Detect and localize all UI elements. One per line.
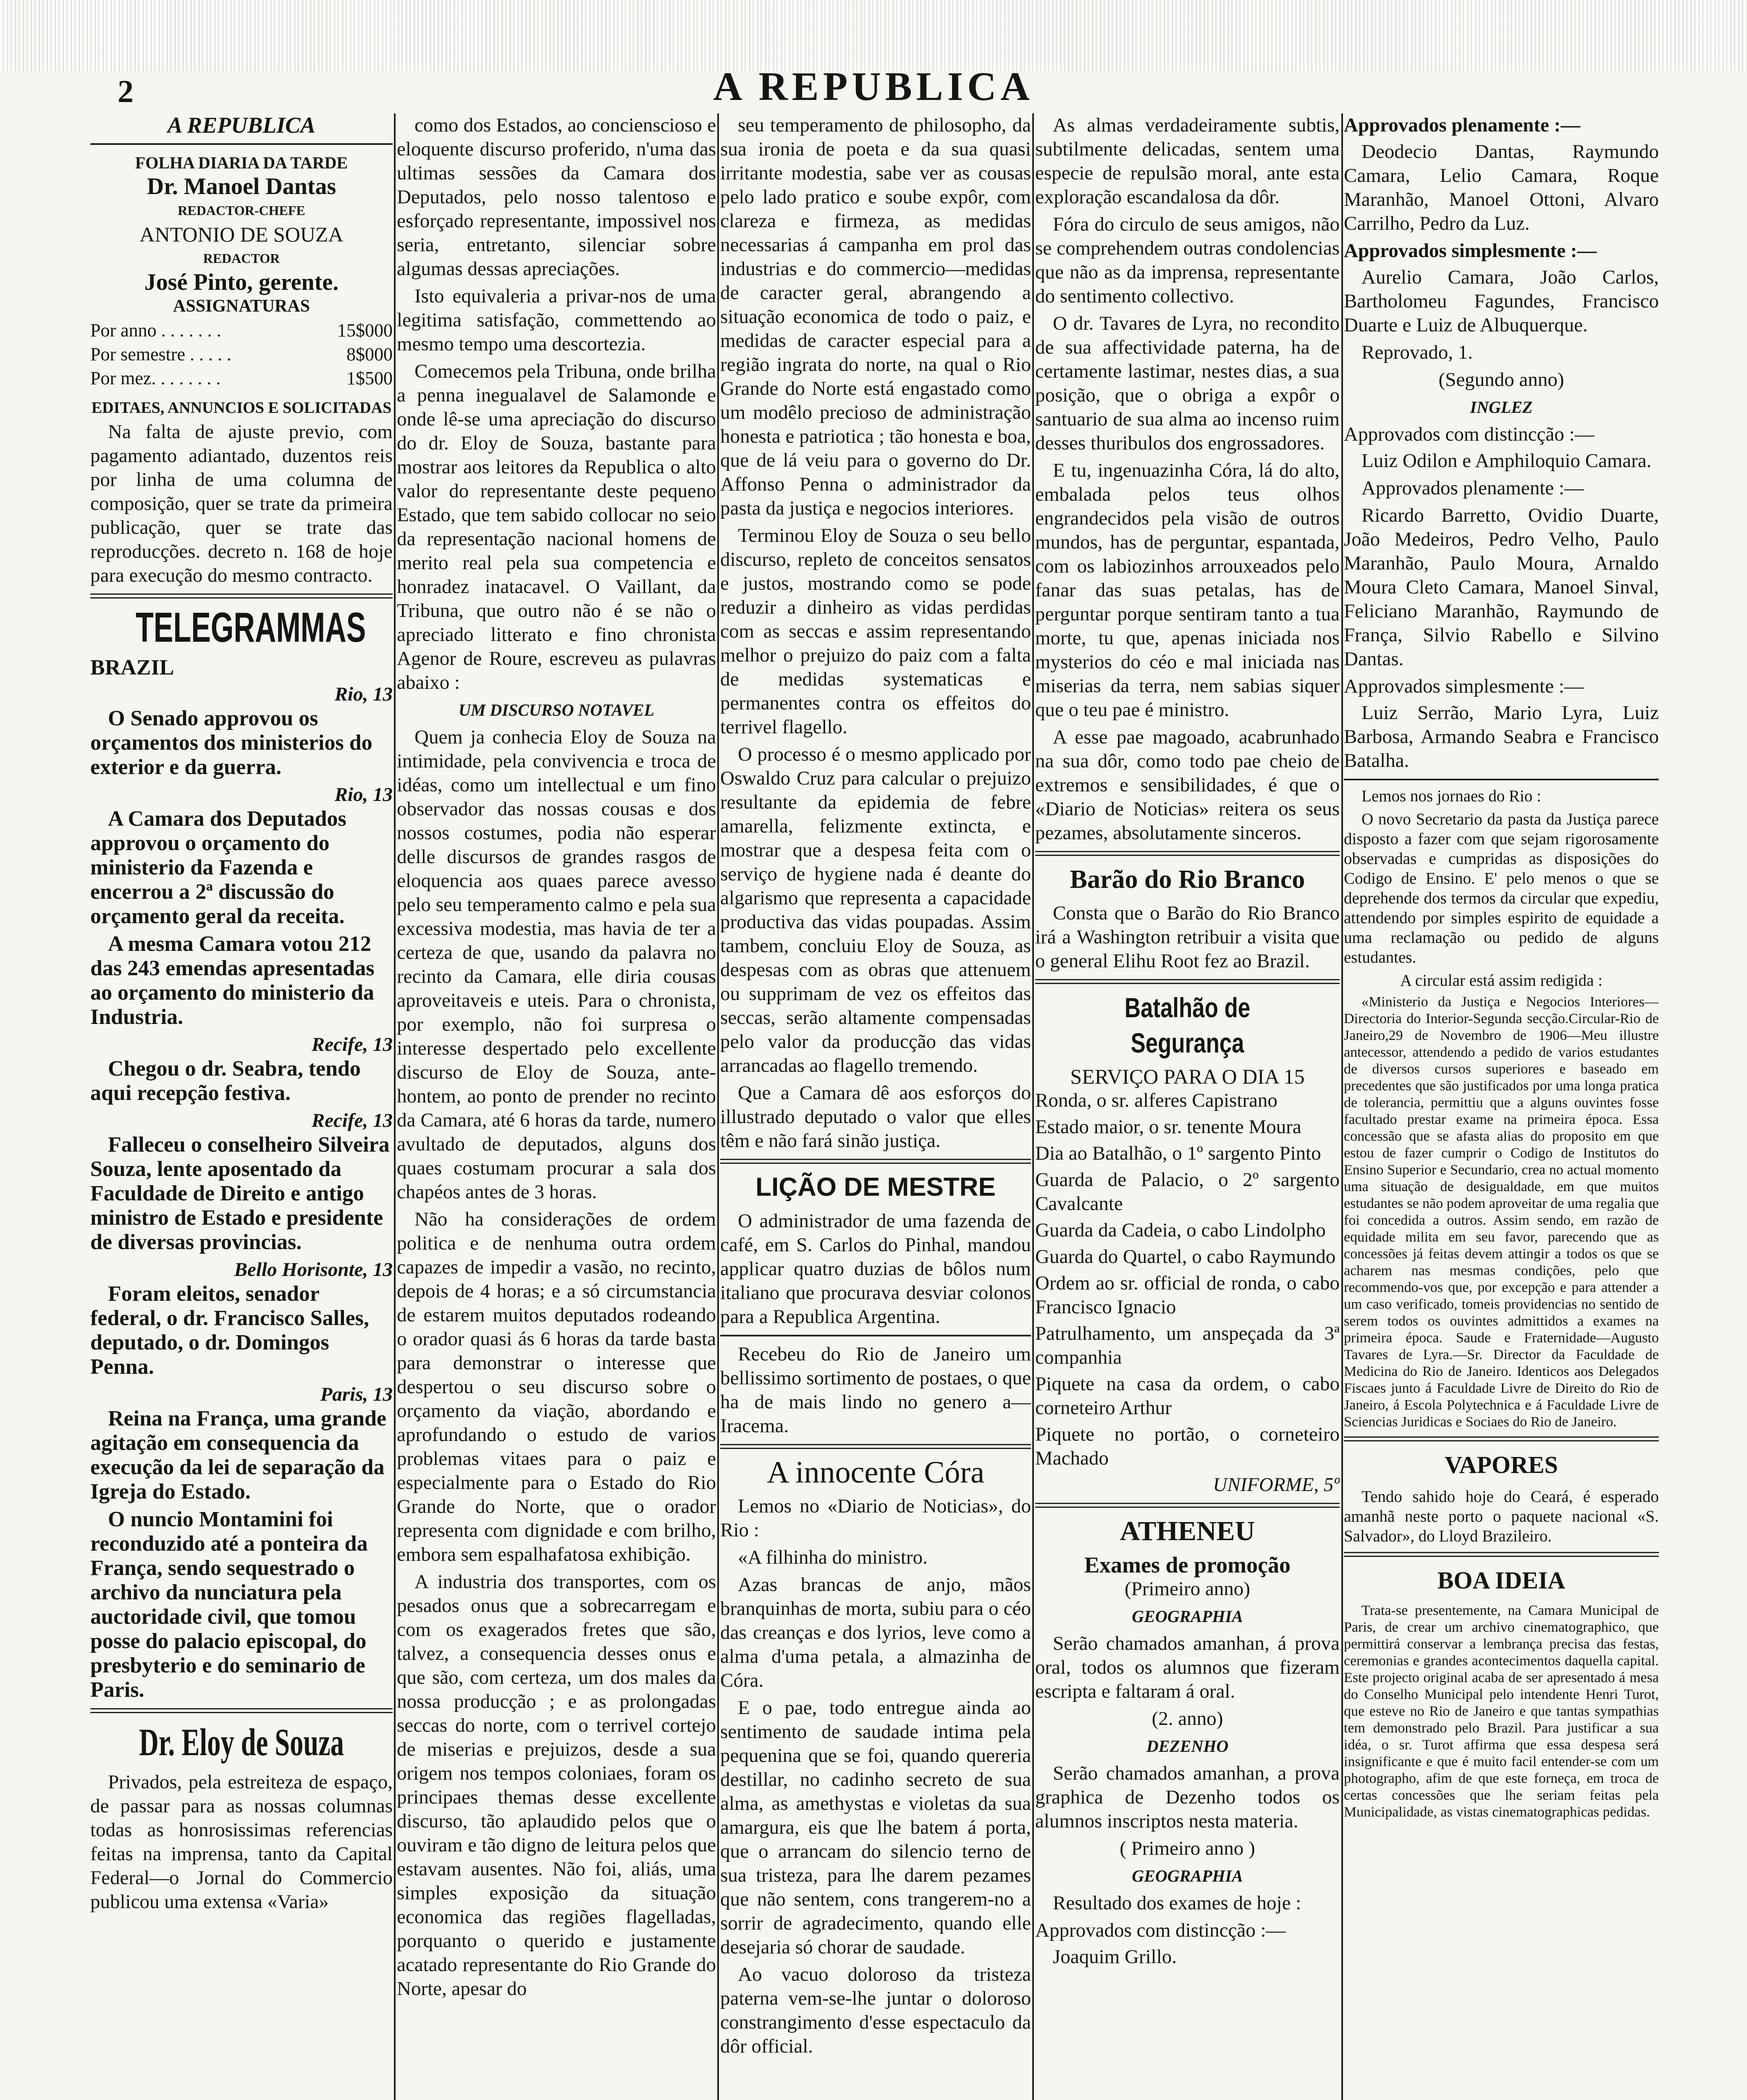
- telegram-text: O nuncio Montamini foi reconduzido até a ponteira da França, sendo sequestrado o archivo da nunciatura pela auctoridade civil, que tomou posse do palacio episcopal, do presbyterio e do seminario de Paris.: [90, 1507, 368, 1702]
- subject-label: DEZENHO: [1146, 1737, 1229, 1756]
- servico-signature: UNIFORME, 5º: [1213, 1474, 1340, 1496]
- cora-paragraph: Azas brancas de anjo, mãos branquinhas de morta, subiu para o céo das creanças e dos lyrios, leve como a alma d'uma petala, a almazinha de Córa.: [720, 1574, 1031, 1691]
- telegram-text: A Camara dos Deputados approvou o orçamento do ministerio da Fazenda e encerrou a 2ª discussão do orçamento geral da receita.: [90, 807, 346, 928]
- price-row: Por semestre . . . . . 8$000: [90, 344, 393, 365]
- vapores-text: Tendo sahido hoje do Ceará, é esperado amanhã neste porto o paquete nacional «S. Salvador», do Lloyd Brazileiro.: [1344, 1488, 1659, 1545]
- telegram-text: Reina na França, uma grande agitação em consequencia da execução da lei de separação da Igreja do Estado.: [90, 1407, 386, 1504]
- eloy-title: Dr. Eloy de Souza: [139, 1721, 344, 1764]
- branco-text: Consta que o Barão do Rio Branco irá a Washington retribuir a visita que o general Elihu Root fez ao Brazil.: [1035, 902, 1340, 972]
- servico-title: SERVIÇO PARA O DIA 15: [1070, 1065, 1305, 1088]
- servico-item: Guarda do Quartel, o cabo Raymundo: [1035, 1246, 1336, 1268]
- postaes-text: Recebeu do Rio de Janeiro um bellissimo sortimento de postaes, o que ha de mais lindo no genero a—Iracema.: [720, 1343, 1031, 1437]
- telegram-text: O Senado approvou os orçamentos dos ministerios do exterior e da guerra.: [90, 706, 372, 779]
- column-1: [90, 113, 393, 2100]
- vapores-title: VAPORES: [1445, 1451, 1558, 1478]
- article-paragraph: Isto equivaleria a privar-nos de uma legitima satisfação, commettendo ao mesmo tempo uma descortezia.: [397, 285, 716, 355]
- page-number: 2: [118, 74, 134, 109]
- telegram-text: Foram eleitos, senador federal, o dr. Francisco Salles, deputado, o dr. Domingos Penna.: [90, 1282, 369, 1379]
- divider: [1035, 1503, 1340, 1508]
- divider: [720, 1444, 1031, 1449]
- price-row: Por anno . . . . . . . 15$000: [90, 320, 393, 341]
- servico-item: Ronda, o sr. alferes Capistrano: [1035, 1089, 1277, 1111]
- servico-item: Ordem ao sr. official de ronda, o cabo Francisco Ignacio: [1035, 1272, 1340, 1318]
- divider: [90, 143, 393, 145]
- cora-title: A innocente Córa: [767, 1455, 984, 1490]
- column-2: [397, 113, 716, 2100]
- cora-paragraph: E o pae, todo entregue ainda ao sentimento de saudade intima pela pequenina que se foi, quando quereria destillar, no cadinho secreto de sua alma, as amethystas e violetas da sua amargura, eis que lhe batem á porta, que o arrancam do silencio terno de sua tristeza, para lhe darem pezames que não sentem, cons trangerem-no a sorrir de agradecimento, quando elle desejaria só chorar de saudade.: [720, 1697, 1031, 1958]
- column-5: [1344, 113, 1659, 2100]
- telegram-place: Bello Horisonte, 13: [234, 1259, 393, 1281]
- exam-text: Serão chamados amanhan, á prova oral, todos os alumnos que fizeram escripta e faltaram á oral.: [1035, 1633, 1340, 1702]
- servico-item: Dia ao Batalhão, o 1º sargento Pinto: [1035, 1142, 1321, 1164]
- telegram-text: Falleceu o conselheiro Silveira Souza, lente aposentado da Faculdade de Direito e antigo ministro de Estado e presidente de diversas provincias.: [90, 1133, 390, 1254]
- boa-ideia-text: Trata-se presentemente, na Camara Municipal de Paris, de crear um archivo cinematographico, que permittirá conservar a lembrança precisa das festas, ceremonias e grandes acontecimentos daquella capital. Este projecto original acaba de ser apresentado á mesa do Conselho Municipal pelo intendente Henri Turot, que esteve no Rio de Janeiro e que tantas sympathias tem demonstrado pelo Brazil. Para justificar a sua idéa, o sr. Turot affirma que essa despesa será insignificante e que é muito facil entender-se com um photographo, afim de que este forneça, em troca de certas concessões que lhe seriam feitas pela Municipalidade, as vistas cinematographicas pedidas.: [1344, 1603, 1659, 1820]
- subscriptions-title: ASSIGNATURAS: [173, 297, 310, 316]
- paper-name: A REPUBLICA: [167, 113, 316, 138]
- servico-item: Piquete na casa da ordem, o cabo corneteiro Arthur: [1035, 1373, 1340, 1419]
- cora-paragraph: Fóra do circulo de seus amigos, não se comprehendem outras condolencias que não as da imprensa, representante do sentimento collectivo.: [1035, 213, 1340, 307]
- exam-text: Resultado dos exames de hoje :: [1053, 1892, 1301, 1914]
- circular-intro: A circular está assim redigida :: [1400, 971, 1603, 990]
- masthead: A REPUBLICA: [713, 64, 1034, 109]
- article-paragraph: Que a Camara dê aos esforços do illustrado deputado o valor que elles têm e não fará sinão justiça.: [720, 1082, 1031, 1152]
- approved-names: Deodecio Dantas, Raymundo Camara, Lelio Camara, Roque Maranhão, Manoel Ottoni, Alvaro Carrilho, Pedro da Luz.: [1344, 141, 1659, 234]
- article-paragraph: A industria dos transportes, com os pesados onus que a sobrecarregam e com os exagerados fretes que são, talvez, a consequencia desses onus e que são, com certeza, um dos males da nossa producção ; e as prolongadas seccas do norte, com o terrivel cortejo de miserias e prejuizos, desde a sua origem nos tempos coloniaes, foram os principaes themas desse excellente discurso, tão aplaudido pelos que o ouviram e tão digno de leitura pelos que estavam ausentes. Não foi, aliás, uma simples exposição da situação economica das regiões flagelladas, porquanto o querido e justamente acatado representante do Rio Grande do Norte, apesar do: [397, 1571, 716, 2000]
- ads-title: EDITAES, ANNUNCIOS E SOLICITADAS: [91, 399, 392, 417]
- column-rule: [394, 113, 396, 2100]
- year-label: (2. anno): [1152, 1708, 1223, 1730]
- column-4: [1035, 113, 1340, 2100]
- country-label: BRAZIL: [90, 656, 174, 680]
- cora-paragraph: A esse pae magoado, acabrunhado na sua dôr, como todo pae cheio de extremos e sensibilidades, é que o «Diario de Noticias» reitera os seus pezames, absolutamente sinceros.: [1035, 726, 1340, 844]
- servico-item: Estado maior, o sr. tenente Moura: [1035, 1116, 1301, 1138]
- editor-role: REDACTOR: [203, 251, 280, 266]
- telegram-place: Rio, 13: [334, 784, 393, 806]
- divider: [1344, 779, 1659, 780]
- exames-title: Exames de promoção: [1084, 1552, 1291, 1578]
- telegram-text: Chegou o dr. Seabra, tendo aqui recepção festiva.: [90, 1057, 361, 1105]
- telegram-place: Rio, 13: [334, 683, 393, 705]
- approved-label: Approvados com distincção :—: [1035, 1919, 1286, 1941]
- approved-names: Luiz Serrão, Mario Lyra, Luiz Barbosa, Armando Seabra e Francisco Batalha.: [1344, 702, 1659, 772]
- divider: [1035, 851, 1340, 856]
- approved-label: Approvados simplesmente :—: [1344, 240, 1597, 262]
- article-paragraph: Terminou Eloy de Souza o seu bello discurso, repleto de conceitos sensatos e justos, mostrando como se pode reduzir a dinheiro as vidas perdidas com as seccas e assim representando melhor o prejuizo do paiz com a falta de medidas systematicas e permanentes contra os effeitos do terrivel flagello.: [720, 525, 1031, 738]
- cora-intro: Lemos no «Diario de Noticias», do Rio :: [720, 1495, 1031, 1541]
- editor-chief-role: REDACTOR-CHEFE: [178, 203, 305, 218]
- divider: [720, 1335, 1031, 1336]
- cora-paragraph: O dr. Tavares de Lyra, no recondito de sua affectividade paterna, ha de certamente lastimar, nestes dias, a sua posição, que o obriga a expôr o santuario de sua alma ao incenso ruim desses thuribulos dos engrossadores.: [1035, 312, 1340, 454]
- scan-noise-band: [0, 0, 1747, 71]
- eloy-text: Privados, pela estreiteza de espaço, de passar para as nossas columnas todas as honrosissimas referencias feitas na imprensa, tanto da Capital Federal—o Jornal do Commercio publicou uma extensa «Varia»: [90, 1771, 393, 1913]
- divider: [1344, 1552, 1659, 1557]
- article-paragraph: Quem ja conhecia Eloy de Souza na intimidade, pela convivencia e troca de idéas, como um intellectual e um fino observador das nossas cousas e dos nossos costumes, podia não esperar delle discursos de grandes rasgos de eloquencia aos quaes parece avesso pelo seu temperamento calmo e pela sua excessiva modestia, mas havia de ter a certeza de que, usando da palavra no recinto da Camara, elle diria cousas aproveitaveis e uteis. Para o chronista, por exemplo, não foi surpresa o interesse despertado pelo excellente discurso de Eloy de Souza, ante-hontem, ao ponto de prender no recinto da Camara, até 6 horas da tarde, numero avultado de deputados, alguns dos quaes costumam procurar a sala dos chapéos antes de 3 horas.: [397, 726, 716, 1203]
- atheneu-title: ATHENEU: [1120, 1516, 1255, 1546]
- boa-ideia-title: BOA IDEIA: [1437, 1567, 1566, 1594]
- column-rule: [1032, 113, 1034, 2100]
- cora-paragraph: «A filhinha do ministro.: [738, 1546, 928, 1568]
- approved-label: Approvados com distincção :—: [1344, 423, 1595, 445]
- secretario-text: O novo Secretario da pasta da Justiça parece disposto a fazer com que sejam rigorosamente observadas e cumpridas as disposições do Codigo de Ensino. E' pelo menos o que se deprehende dos termos da circular que expediu, attendendo por simples espirito de equidade a uma reclamação ou pedido de alguns estudantes.: [1344, 810, 1659, 966]
- telegram-place: Recife, 13: [311, 1034, 393, 1055]
- column-rule: [717, 113, 719, 2100]
- licao-title: LIÇÃO DE MESTRE: [755, 1173, 996, 1202]
- subject-label: GEOGRAPHIA: [1132, 1607, 1243, 1626]
- licao-text: O administrador de uma fazenda de café, em S. Carlos do Pinhal, mandou applicar quatro duzias de bôlos num italiano que procurava desviar colonos para a Republica Argentina.: [720, 1210, 1031, 1328]
- year-label: ( Primeiro anno ): [1120, 1838, 1255, 1859]
- column-3: [720, 113, 1031, 2100]
- circular-text: «Ministerio da Justiça e Negocios Interiores—Directoria do Interior-Segunda secção.Circular-Rio de Janeiro,29 de Novembro de 1906—Meu illustre antecessor, attendendo a pedido de varios estudantes de diversos cursos superiores e baseado em precedentes que são justificados por uma longa pratica de tolerancia, permittiu que a alguns ouvintes fosse facultado prestar exame na primeira época. Essa concessão que se afasta alias do proposito em que estou de fazer cumprir o Codigo de Institutos do Ensino Superior e Secundario, crea no actual momento uma situação de desigualdade, em que muitos estudantes se não podem aproveitar de uma regalia que foi concedida a outros. Assim sendo, em razão de equidade milita em seu favor, parecendo que as concessões já feitas devem attingir a todos os que se acharem nas mesmas condições, pelo que recommendo-vos que, por excepção e para attender a um caso verificado, tomeis providencias no sentido de serem todos os ouvintes admittidos a exames na primeira época. Saude e Fraternidade—Augusto Tavares de Lyra.—Sr. Director da Faculdade de Medicina do Rio de Janeiro. Identicos aos Delegados Fiscaes junto á Faculdade Livre de Direito do Rio de Janeiro, á Escola Polytechnica e á Faculdade Livre de Sciencias Juridicas e Sociaes do Rio de Janeiro.: [1344, 994, 1659, 1430]
- branco-title: Barão do Rio Branco: [1070, 865, 1305, 894]
- servico-item: Guarda da Cadeia, o cabo Lindolpho: [1035, 1219, 1326, 1241]
- editor-chief: Dr. Manoel Dantas: [147, 173, 336, 200]
- article-paragraph: Não ha considerações de ordem politica e de nenhuma outra ordem capazes de impedir a vasão, no recinto, depois de 4 horas; e a só circumstancia de estarem muitos deputados rodeando o orador quasi ás 6 horas da tarde basta para demonstrar o interesse que despertou o seu discurso sobre o orçamento da viação, abordando e aprofundando o estudo de varios problemas vitaes para o paiz e especialmente para o Estado do Rio Grande do Norte, que o orador representa com dignidade e com brilho, embora sem espalhafatosa exhibição.: [397, 1208, 716, 1565]
- telegram-title: TELEGRAMMAS: [136, 604, 366, 651]
- divider: [720, 1159, 1031, 1164]
- editor: ANTONIO DE SOUZA: [139, 223, 344, 246]
- divider: [1344, 1436, 1659, 1441]
- paper-subtitle: FOLHA DIARIA DA TARDE: [135, 153, 348, 172]
- divider: [1035, 979, 1340, 984]
- divider: [90, 1708, 393, 1713]
- telegram-text: A mesma Camara votou 212 das 243 emendas apresentadas ao orçamento do ministerio da Industria.: [90, 932, 375, 1029]
- article-paragraph: O processo é o mesmo applicado por Oswaldo Cruz para calcular o prejuizo resultante da epidemia de febre amarella, felizmente extincta, e mostrar que a despesa feita com o serviço de hygiene nada é deante do algarismo que representa a capacidade productiva das vidas poupadas. Assim tambem, concluiu Eloy de Souza, as despesas com as obras que attenuem ou supprimam de vez os effeitos das seccas, serão altamente compensadas pelo valor da producção das vidas arrancadas ao flagello tremendo.: [720, 743, 1031, 1076]
- approved-names: Luiz Odilon e Amphiloquio Camara.: [1361, 450, 1652, 472]
- approved-names: Ricardo Barretto, Ovidio Duarte, João Medeiros, Pedro Velho, Paulo Maranhão, Paulo Moura, Arnaldo Moura Cleto Camara, Manoel Sinval, Feliciano Maranhão, Raymundo de França, Silvio Rabello e Silvino Dantas.: [1344, 504, 1659, 670]
- article-paragraph: Comecemos pela Tribuna, onde brilha a penna inegualavel de Salamonde e onde lê-se uma apreciação do discurso do dr. Eloy de Souza, bastante para mostrar aos leitores da Republica o alto valor do representante deste pequeno Estado, que tem sabido collocar no seio da representação nacional homens de merito real pela sua competencia e honradez inatacavel. O Vaillant, da Tribuna, que outro não é se não o apreciado litterato e fino chronista Agenor de Roure, escreveu as pulavras abaixo :: [397, 360, 716, 693]
- subject-label: GEOGRAPHIA: [1132, 1866, 1243, 1885]
- manager: José Pinto, gerente.: [144, 269, 339, 295]
- lemos-label: Lemos nos jornaes do Rio :: [1361, 787, 1541, 805]
- batalhao-title: Batalhão de Segurança: [1124, 992, 1251, 1058]
- cora-paragraph: Ao vacuo doloroso da tristeza paterna vem-se-lhe juntar o doloroso constrangimento d'esse espectaculo da dôr official.: [720, 1964, 1031, 2057]
- column-rule: [1341, 113, 1343, 2100]
- article-paragraph: como dos Estados, ao concienscioso e eloquente discurso proferido, n'uma das ultimas sessões da Camara dos Deputados, pelo nosso talentoso e esforçado representante, impossivel nos seria, entretanto, silenciar sobre algumas dessas apreciações.: [397, 114, 716, 280]
- year-label: (Primeiro anno): [1125, 1578, 1250, 1600]
- telegram-place: Paris, 13: [320, 1383, 393, 1405]
- divider: [90, 593, 393, 598]
- ads-text: Na falta de ajuste previo, com pagamento adiantado, duzentos reis por linha de uma columna de composição, quer se trate da primeira publicação, quer se trate das reproducções. decreto n. 168 de hoje para execução do mesmo contracto.: [90, 421, 393, 586]
- subject-label: INGLEZ: [1470, 398, 1533, 417]
- approved-label: Approvados simplesmente :—: [1344, 675, 1584, 697]
- reprovado: Reprovado, 1.: [1361, 341, 1473, 363]
- cora-paragraph: As almas verdadeiramente subtis, subtilmente delicadas, sentem uma especie de repulsão moral, ante esta exploração escandalosa da dôr.: [1035, 114, 1340, 208]
- telegram-place: Recife, 13: [311, 1110, 393, 1131]
- approved-names: Joaquim Grillo.: [1053, 1946, 1177, 1968]
- servico-item: Guarda de Palacio, o 2º sargento Cavalcante: [1035, 1169, 1340, 1215]
- article-subhead: UM DISCURSO NOTAVEL: [458, 701, 655, 719]
- article-paragraph: seu temperamento de philosopho, da sua ironia de poeta e da sua quasi irritante modestia, sabe ver as cousas pelo lado pratico e soube expôr, com clareza e firmeza, as medidas necessarias á campanha em prol das industrias e do commercio—medidas de caracter geral, abrangendo a situação economica de todo o paiz, e medidas de caracter especial para a região ingrata do norte, na qual o Rio Grande do Norte está engastado como um modêlo precioso de administração honesta e patriotica ; tão honesta e boa, que de lá veiu para o governo do Dr. Affonso Penna o administrador da pasta da justiça e negocios interiores.: [720, 114, 1031, 519]
- approved-label: Approvados plenamente :—: [1344, 114, 1581, 136]
- price-row: Por mez. . . . . . . . 1$500: [90, 368, 393, 388]
- year-label: (Segundo anno): [1438, 369, 1564, 391]
- exam-text: Serão chamados amanhan, a prova graphica de Dezenho todos os alumnos inscriptos nesta materia.: [1035, 1762, 1340, 1832]
- cora-paragraph: E tu, ingenuazinha Córa, lá do alto, embalada pelos teus olhos engrandecidos pela visão de outros mundos, has de perguntar, espantada, com os labiozinhos arrouxeados pelo fanar das suas petalas, has de perguntar porque sentiram tanto a tua morte, tu que, apenas iniciada nos mysterios do céo e mal iniciada nas miserias da terra, nem sabias siquer que o teu pae é ministro.: [1035, 459, 1340, 721]
- servico-item: Patrulhamento, um anspeçada da 3ª companhia: [1035, 1323, 1340, 1368]
- approved-names: Aurelio Camara, João Carlos, Bartholomeu Fagundes, Francisco Duarte e Luiz de Albuquerque.: [1344, 266, 1659, 336]
- servico-item: Piquete no portão, o corneteiro Machado: [1035, 1423, 1340, 1469]
- approved-label: Approvados plenamente :—: [1361, 477, 1584, 499]
